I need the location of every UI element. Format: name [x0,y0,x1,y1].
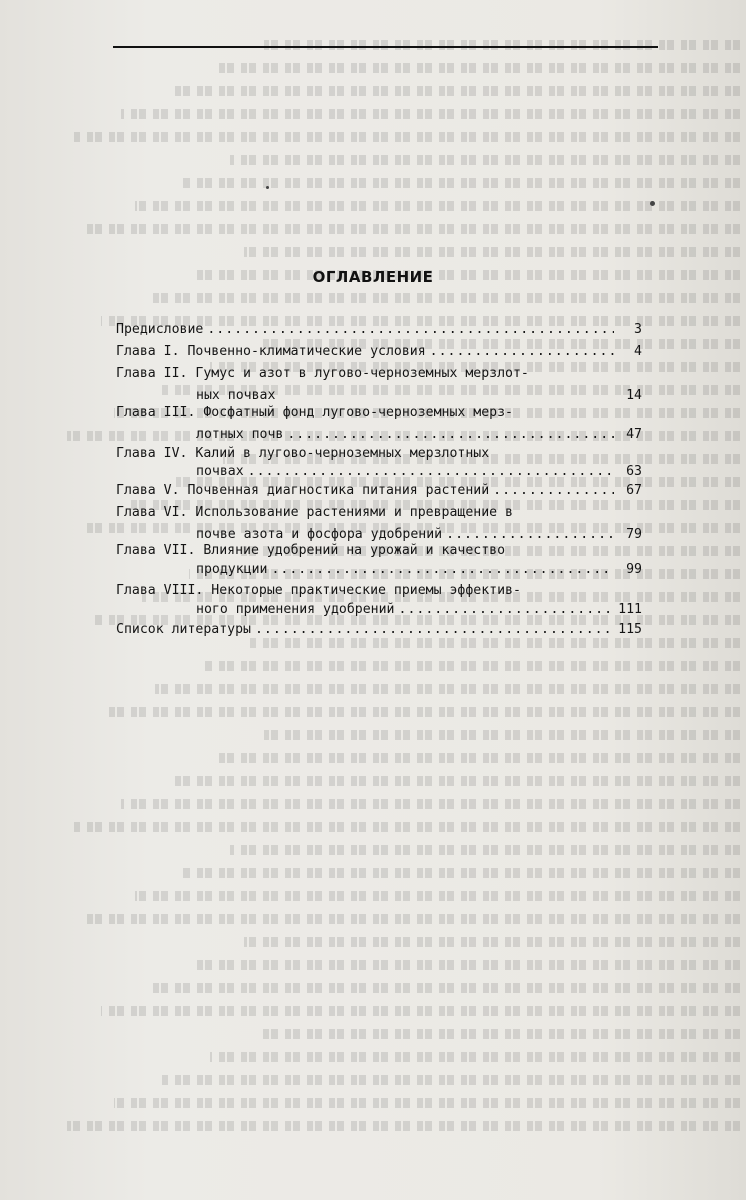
dot-leader [430,344,614,359]
dot-leader [399,602,615,617]
toc-entry[interactable] [116,483,646,505]
toc-entry-title: Глава II. Гумус и азот в лугово-черноземных мерзлот- [116,366,529,381]
toc-entry-title: Глава I. Почвенно-климатические условия [116,344,426,359]
contents-title: ОГЛАВЛЕНИЕ [312,268,434,286]
dot-leader [248,464,614,479]
toc-entry[interactable] [116,344,646,366]
toc-page-number: 111 [618,602,642,617]
toc-entry-continuation[interactable] [196,562,646,584]
toc-entry-title: Глава VII. Влияние удобрений на урожай и качество [116,543,506,558]
toc-entry-title: Глава VI. Использование растениями и превращение в [116,505,513,520]
toc-entry[interactable] [116,322,646,344]
toc-entry[interactable] [116,405,646,427]
toc-entry[interactable] [116,366,646,388]
toc-entry-continuation[interactable] [196,602,646,624]
toc-page-number: 63 [626,464,642,479]
toc-entry-continuation-text: продукции [196,562,268,577]
toc-entry[interactable] [116,622,646,644]
toc-entry-continuation-text: почвах [196,464,244,479]
toc-entry-title: Глава V. Почвенная диагностика питания растений [116,483,490,498]
dot-leader [207,322,614,337]
dot-leader [287,427,614,442]
toc-entry-title: Глава VIII. Некоторые практические приемы эффектив- [116,583,521,598]
toc-page-number: 79 [626,527,642,542]
toc-page-number: 67 [626,483,642,498]
toc-page-number: 3 [634,322,642,337]
toc-entry-continuation-text: почве азота и фосфора удобрений [196,527,443,542]
dot-leader [446,527,614,542]
toc-page-number: 4 [634,344,642,359]
toc-entry[interactable] [116,505,646,527]
toc-page-number: 14 [626,388,642,403]
dot-leader [493,483,614,498]
toc-entry-continuation-text: ного применения удобрений [196,602,395,617]
toc-entry-title: Глава IV. Калий в лугово-черноземных мерзлотных [116,446,490,461]
toc-page-number: 47 [626,427,642,442]
toc-entry-continuation-text: ных почвах [196,388,276,403]
toc-page-number: 115 [618,622,642,637]
toc-entry-title: Глава III. Фосфатный фонд лугово-черноземных мерз- [116,405,513,420]
toc-entry-title: Предисловие [116,322,204,337]
toc-page-number: 99 [626,562,642,577]
dot-leader [271,562,614,577]
toc-entry-continuation-text: лотных почв [196,427,284,442]
dot-leader [255,622,614,637]
toc-entry-title: Список литературы [116,622,251,637]
